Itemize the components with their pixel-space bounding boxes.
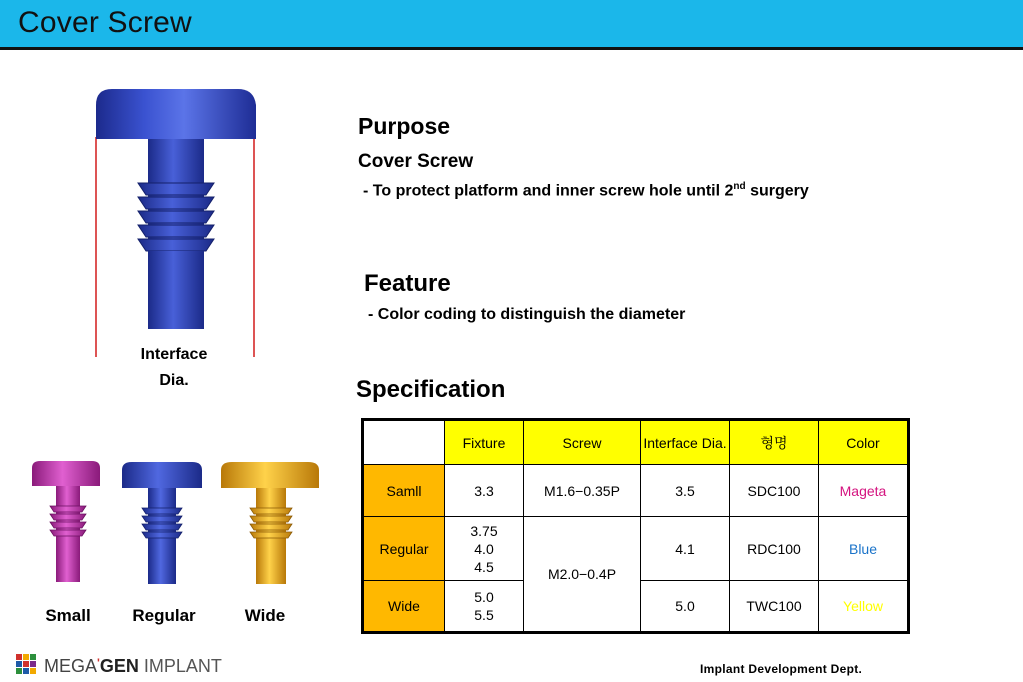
interface-dia-label [110,342,238,394]
row-header-regular: Regular [363,517,445,581]
purpose-desc-sup: nd [733,181,746,192]
purpose-subheading: Cover Screw [358,151,474,172]
page-title: Cover Screw [18,6,192,39]
cell-color: Yellow [819,581,909,633]
logo-gen: GEN [99,656,139,676]
purpose-desc-prefix: - To protect platform and inner screw hole until 2 [363,182,734,200]
cell-fixture: 5.0 5.5 [445,581,524,633]
cell-fixture: 3.75 4.0 4.5 [445,517,524,581]
cell-interface: 5.0 [641,581,730,633]
specification-heading: Specification [356,376,506,403]
megagen-logo-text [44,656,222,677]
cover-screw-regular-image [120,458,204,586]
cell-color: Blue [819,517,909,581]
cover-screw-small-image [28,458,106,586]
row-header-wide: Wide [363,581,445,633]
column-header-fixture: Fixture [445,420,524,465]
cover-screw-large-image [90,85,265,360]
table-row [363,517,909,581]
cell-interface: 3.5 [641,465,730,517]
cell-color: Mageta [819,465,909,517]
cell-screw: M2.0−0.4P [524,517,641,633]
title-bar [0,0,1023,50]
feature-description: - Color coding to distinguish the diameter [368,306,686,323]
cell-fixture: 3.3 [445,465,524,517]
purpose-heading: Purpose [358,113,451,139]
interface-label-line2: Dia. [159,372,189,389]
logo-implant: IMPLANT [138,656,222,676]
table-corner-cell [363,420,445,465]
cell-interface: 4.1 [641,517,730,581]
cell-model: TWC100 [730,581,819,633]
cell-screw: M1.6−0.35P [524,465,641,517]
cell-model: SDC100 [730,465,819,517]
cover-screw-wide-image [218,458,322,586]
variant-label-wide: Wide [244,606,286,625]
feature-heading: Feature [364,270,451,297]
logo-accent-mark: ' [97,656,100,670]
variant-label-regular: Regular [132,606,196,625]
column-header-interface: Interface Dia. [641,420,730,465]
purpose-description [363,181,809,200]
purpose-desc-suffix: surgery [745,182,809,200]
table-row [363,465,909,517]
megagen-logo-icon [16,654,40,678]
variant-label-small: Small [45,606,91,625]
column-header-color: Color [819,420,909,465]
column-header-model: 형명 [730,420,819,465]
logo-mega: MEGA [44,656,98,676]
interface-label-line1: Interface [140,346,208,363]
department-label: Implant Development Dept. [700,662,863,676]
specification-table [361,418,910,634]
column-header-screw: Screw [524,420,641,465]
row-header-small: Samll [363,465,445,517]
table-header-row [363,420,909,465]
cell-model: RDC100 [730,517,819,581]
